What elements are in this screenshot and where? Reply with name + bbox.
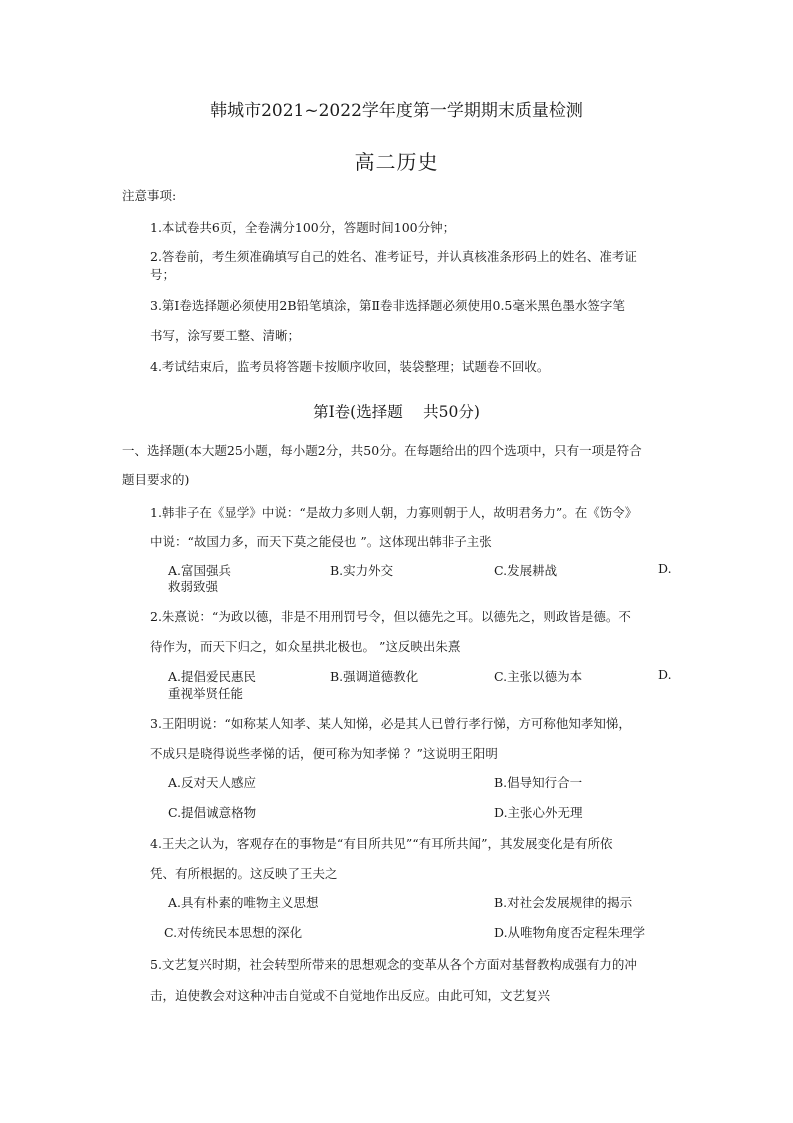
- option-c: C.发展耕战: [494, 563, 558, 578]
- option-b: B.对社会发展规律的揭示: [494, 895, 633, 910]
- option-c: C.提倡诚意格物: [168, 805, 257, 820]
- option-b: B.倡导知行合一: [494, 775, 583, 790]
- notice-heading: 注意事项:: [122, 188, 177, 203]
- section-title: 第Ⅰ卷(选择题 共50分): [313, 403, 480, 421]
- option-a: A.提倡爱民惠民: [168, 669, 257, 684]
- question-stem: 中说：“故国力多，而天下莫之能侵也 ”。这体现出韩非子主张: [150, 534, 492, 549]
- question-stem: 击，迫使教会对这种冲击自觉或不自觉地作出反应。由此可知，文艺复兴: [150, 988, 551, 1003]
- notice-item: 4.考试结束后，监考员将答题卡按顺序收回，装袋整理；试题卷不回收。: [150, 359, 550, 374]
- notice-item: 1.本试卷共6页，全卷满分100分，答题时间100分钟；: [150, 220, 456, 235]
- question-stem: 3.王阳明说：“如称某人知孝、某人知悌，必是其人已曾行孝行悌，方可称他知孝知悌，: [150, 716, 631, 731]
- option-d: D.从唯物角度否定程朱理学: [494, 925, 646, 940]
- question-stem: 待作为，而天下归之，如众星拱北极也。 ”这反映出朱熹: [150, 639, 461, 654]
- notice-item: 3.第Ⅰ卷选择题必须使用2B铅笔填涂，第Ⅱ卷非选择题必须使用0.5毫米黑色墨水签字笔: [150, 298, 625, 313]
- question-stem: 5.文艺复兴时期，社会转型所带来的思想观念的变革从各个方面对基督教构成强有力的冲: [150, 957, 637, 972]
- option-a: A.富国强兵: [168, 563, 232, 578]
- option-b: B.实力外交: [330, 563, 394, 578]
- notice-item: 书写，涂写要工整、清晰；: [150, 328, 301, 343]
- option-c: C.对传统民本思想的深化: [164, 925, 303, 940]
- question-stem: 不成只是晓得说些孝悌的话，便可称为知孝悌 ？”这说明王阳明: [150, 746, 498, 761]
- notice-item: 号；: [150, 267, 176, 282]
- question-stem: 1.韩非子在《显学》中说：“是故力多则人朝，力寡则朝于人，故明君务力”。在《饬令》: [150, 505, 638, 520]
- option-c: C.主张以德为本: [494, 669, 583, 684]
- option-a: A.具有朴素的唯物主义思想: [168, 895, 319, 910]
- option-d: D.: [658, 667, 672, 682]
- exam-subject: 高二历史: [354, 150, 439, 174]
- section-intro: 一、选择题(本大题25小题，每小题2分，共50分。在每题给出的四个选项中，只有一项是符合: [122, 443, 642, 458]
- option-a: A.反对天人感应: [168, 775, 257, 790]
- option-d: D.主张心外无理: [494, 805, 583, 820]
- option-d-text: 重视举贤任能: [168, 686, 244, 701]
- exam-title: 韩城市2021~2022学年度第一学期期末质量检测: [210, 101, 583, 121]
- question-stem: 4.王夫之认为，客观存在的事物是“有目所共见”“有耳所共闻”，其发展变化是有所依: [150, 836, 613, 851]
- notice-item: 2.答卷前，考生须准确填写自己的姓名、准考证号，并认真核准条形码上的姓名、准考证: [150, 249, 637, 264]
- option-d: D.: [658, 561, 672, 576]
- option-d-text: 救弱致强: [168, 579, 219, 594]
- option-b: B.强调道德教化: [330, 669, 419, 684]
- question-stem: 2.朱熹说：“为政以德，非是不用刑罚号令，但以德先之耳。以德先之，则政皆是德。不: [150, 609, 631, 624]
- question-stem: 凭、有所根据的。这反映了王夫之: [150, 866, 338, 881]
- section-intro: 题目要求的): [122, 472, 190, 487]
